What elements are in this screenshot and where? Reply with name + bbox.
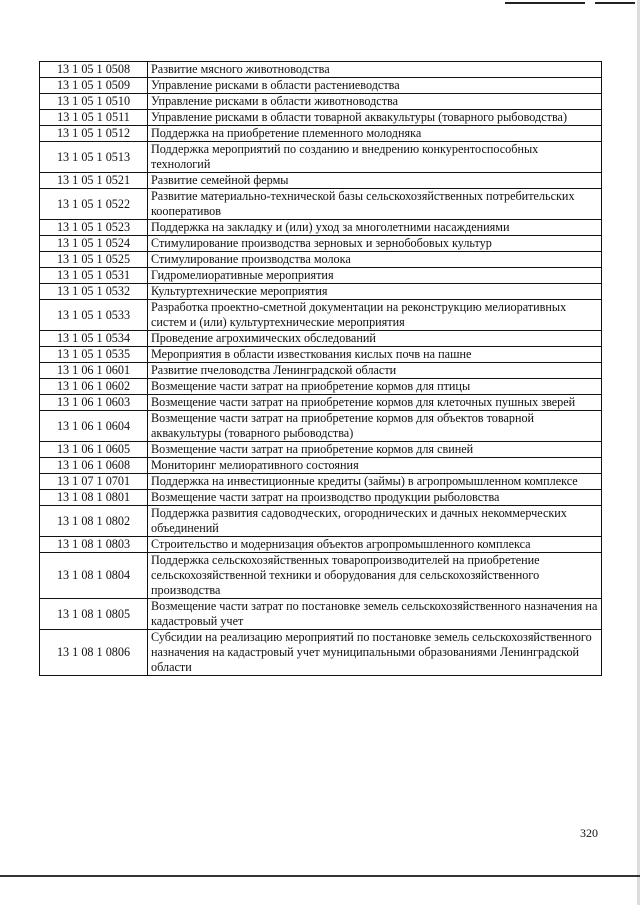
row-description: Управление рисками в области растениеводства [148, 78, 602, 94]
table-row [40, 474, 602, 490]
row-code: 13 1 07 1 0701 [40, 474, 148, 490]
row-code: 13 1 08 1 0803 [40, 537, 148, 553]
row-code: 13 1 05 1 0535 [40, 347, 148, 363]
table-row [40, 506, 602, 537]
row-description: Гидромелиоративные мероприятия [148, 268, 602, 284]
row-description: Развитие материально-технической базы сельскохозяйственных потребительских кооперативов [148, 189, 602, 220]
row-description: Развитие пчеловодства Ленинградской области [148, 363, 602, 379]
row-description: Управление рисками в области товарной аквакультуры (товарного рыбоводства) [148, 110, 602, 126]
row-description: Возмещение части затрат на приобретение кормов для объектов товарной аквакультуры (товарного рыбоводства) [148, 411, 602, 442]
row-description: Поддержка мероприятий по созданию и внедрению конкурентоспособных технологий [148, 142, 602, 173]
table-row [40, 189, 602, 220]
table-row [40, 630, 602, 676]
table-row [40, 411, 602, 442]
row-description: Поддержка на приобретение племенного молодняка [148, 126, 602, 142]
row-description: Строительство и модернизация объектов агропромышленного комплекса [148, 537, 602, 553]
row-description: Стимулирование производства зерновых и зернобобовых культур [148, 236, 602, 252]
row-description: Культуртехнические мероприятия [148, 284, 602, 300]
table-row [40, 220, 602, 236]
table-row [40, 284, 602, 300]
row-description: Проведение агрохимических обследований [148, 331, 602, 347]
row-description: Поддержка развития садоводческих, огороднических и дачных некоммерческих объединений [148, 506, 602, 537]
row-code: 13 1 05 1 0513 [40, 142, 148, 173]
row-code: 13 1 08 1 0801 [40, 490, 148, 506]
row-code: 13 1 08 1 0806 [40, 630, 148, 676]
table-row [40, 142, 602, 173]
table-row [40, 110, 602, 126]
table-row [40, 126, 602, 142]
table-row [40, 78, 602, 94]
budget-code-table [39, 61, 602, 676]
table-row [40, 62, 602, 78]
row-code: 13 1 05 1 0531 [40, 268, 148, 284]
row-description: Управление рисками в области животноводства [148, 94, 602, 110]
table-row [40, 442, 602, 458]
table-row [40, 236, 602, 252]
page-number: 320 [580, 826, 598, 840]
row-code: 13 1 08 1 0802 [40, 506, 148, 537]
table-row [40, 252, 602, 268]
row-code: 13 1 05 1 0512 [40, 126, 148, 142]
row-code: 13 1 05 1 0532 [40, 284, 148, 300]
row-code: 13 1 05 1 0525 [40, 252, 148, 268]
table-row [40, 458, 602, 474]
row-code: 13 1 05 1 0510 [40, 94, 148, 110]
row-code: 13 1 05 1 0522 [40, 189, 148, 220]
row-code: 13 1 05 1 0524 [40, 236, 148, 252]
table-row [40, 395, 602, 411]
row-description: Стимулирование производства молока [148, 252, 602, 268]
table-row [40, 347, 602, 363]
row-description: Возмещение части затрат по постановке земель сельскохозяйственного назначения на кадастровый учет [148, 599, 602, 630]
footer-rule [0, 875, 640, 877]
table-row [40, 537, 602, 553]
table-row [40, 173, 602, 189]
header-rule [595, 2, 635, 4]
table-row [40, 268, 602, 284]
header-rule [505, 2, 585, 4]
table-row [40, 363, 602, 379]
row-code: 13 1 05 1 0521 [40, 173, 148, 189]
row-code: 13 1 05 1 0534 [40, 331, 148, 347]
row-description: Возмещение части затрат на приобретение кормов для птицы [148, 379, 602, 395]
row-code: 13 1 06 1 0603 [40, 395, 148, 411]
table-row [40, 379, 602, 395]
row-description: Поддержка на закладку и (или) уход за многолетними насаждениями [148, 220, 602, 236]
row-code: 13 1 05 1 0508 [40, 62, 148, 78]
row-code: 13 1 06 1 0608 [40, 458, 148, 474]
row-code: 13 1 06 1 0604 [40, 411, 148, 442]
row-code: 13 1 08 1 0804 [40, 553, 148, 599]
row-code: 13 1 05 1 0533 [40, 300, 148, 331]
row-description: Возмещение части затрат на приобретение кормов для свиней [148, 442, 602, 458]
row-code: 13 1 08 1 0805 [40, 599, 148, 630]
table-row [40, 490, 602, 506]
row-description: Мероприятия в области известкования кислых почв на пашне [148, 347, 602, 363]
table-body [40, 62, 602, 676]
row-code: 13 1 05 1 0523 [40, 220, 148, 236]
table-row [40, 94, 602, 110]
row-description: Развитие семейной фермы [148, 173, 602, 189]
table-row [40, 599, 602, 630]
row-code: 13 1 06 1 0605 [40, 442, 148, 458]
table-row [40, 553, 602, 599]
row-code: 13 1 06 1 0602 [40, 379, 148, 395]
row-code: 13 1 05 1 0511 [40, 110, 148, 126]
table-row [40, 300, 602, 331]
row-description: Поддержка сельскохозяйственных товаропроизводителей на приобретение сельскохозяйственной техники и оборудования для сельскохозяйственного производства [148, 553, 602, 599]
row-description: Возмещение части затрат на приобретение кормов для клеточных пушных зверей [148, 395, 602, 411]
row-code: 13 1 05 1 0509 [40, 78, 148, 94]
row-description: Возмещение части затрат на производство продукции рыболовства [148, 490, 602, 506]
row-description: Мониторинг мелиоративного состояния [148, 458, 602, 474]
row-description: Субсидии на реализацию мероприятий по постановке земель сельскохозяйственного назначения на кадастровый учет муниципальными образованиями Ленинградской области [148, 630, 602, 676]
row-description: Поддержка на инвестиционные кредиты (займы) в агропромышленном комплексе [148, 474, 602, 490]
row-description: Разработка проектно-сметной документации на реконструкцию мелиоративных систем и (или) культуртехнические мероприятия [148, 300, 602, 331]
row-code: 13 1 06 1 0601 [40, 363, 148, 379]
row-description: Развитие мясного животноводства [148, 62, 602, 78]
code-table-container [39, 61, 602, 676]
table-row [40, 331, 602, 347]
